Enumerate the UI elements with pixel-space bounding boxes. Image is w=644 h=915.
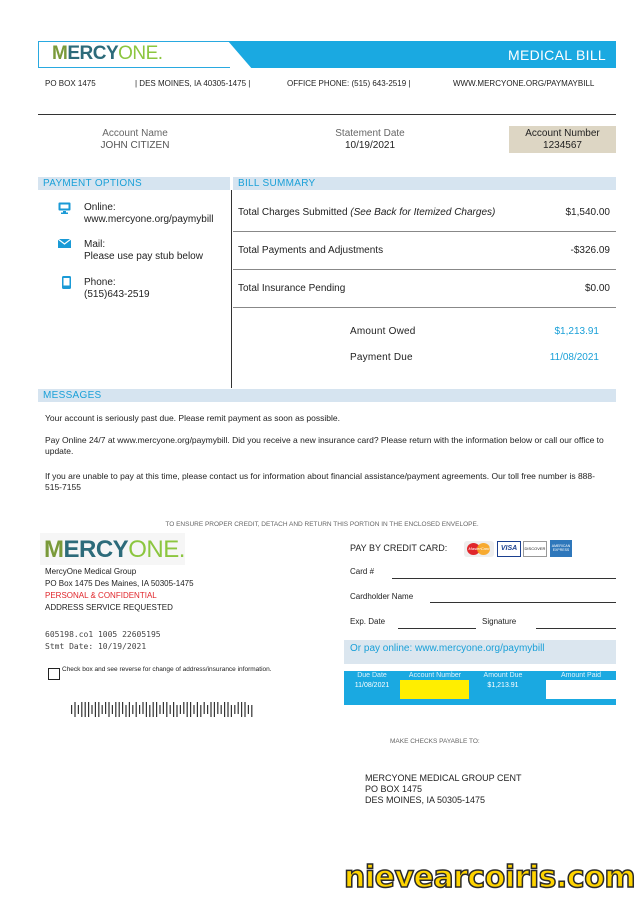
barcode-bar xyxy=(81,702,82,717)
checkbox-label: Check box and see reverse for change of address/insurance information. xyxy=(62,666,272,673)
barcode-bar xyxy=(190,702,191,717)
barcode-bar xyxy=(102,705,103,714)
mercyone-logo: MERCYONE. xyxy=(52,43,163,64)
cardholder-label: Cardholder Name xyxy=(350,592,414,601)
barcode-bar xyxy=(71,705,72,714)
cardholder-field[interactable] xyxy=(430,602,616,603)
amount-paid-header: Amount Paid xyxy=(560,672,602,679)
exp-date-field[interactable] xyxy=(398,628,476,629)
address-service-label: ADDRESS SERVICE REQUESTED xyxy=(45,603,173,612)
barcode-bar xyxy=(207,705,208,714)
barcode-bar xyxy=(108,702,109,717)
payee-city: DES MOINES, IA 50305-1475 xyxy=(365,795,486,805)
stub-org-name: MercyOne Medical Group xyxy=(45,567,137,576)
card-number-field[interactable] xyxy=(392,578,616,579)
payments-label: Total Payments and Adjustments xyxy=(238,245,384,256)
visa-logo: VISA xyxy=(497,541,521,557)
barcode-bar xyxy=(176,705,177,717)
statement-date-value: 10/19/2021 xyxy=(344,140,396,151)
detach-note: TO ENSURE PROPER CREDIT, DETACH AND RETURN THIS PORTION IN THE ENCLOSED ENVELOPE. xyxy=(165,521,479,528)
address-po-box: PO BOX 1475 xyxy=(45,79,96,88)
insurance-value: $0.00 xyxy=(584,283,610,294)
column-divider xyxy=(231,190,232,388)
barcode-bar xyxy=(170,705,171,714)
barcode-bar xyxy=(132,705,133,714)
stub-org-address: PO Box 1475 Des Maines, IA 50305-1475 xyxy=(45,579,194,588)
barcode-bar xyxy=(227,702,228,717)
barcode-bar xyxy=(193,705,194,714)
mastercard-logo: MasterCard xyxy=(464,541,494,557)
barcode-bar xyxy=(200,705,201,717)
bill-summary-heading: BILL SUMMARY xyxy=(233,177,616,190)
card-number-label: Card # xyxy=(350,567,375,576)
account-number-header: Account Number xyxy=(408,672,462,679)
barcode-bar xyxy=(187,702,188,717)
barcode-bar xyxy=(159,705,160,714)
barcode-bar xyxy=(234,705,235,714)
message-past-due: Your account is seriously past due. Please remit payment as soon as possible. xyxy=(45,413,340,423)
barcode-bar xyxy=(197,702,198,717)
barcode-bar xyxy=(91,705,92,714)
amount-owed-value: $1,213.91 xyxy=(554,326,599,337)
account-name-label: Account Name xyxy=(102,128,168,139)
charges-note: (See Back for Itemized Charges) xyxy=(350,207,496,218)
pay-by-card-label: PAY BY CREDIT CARD: xyxy=(350,543,448,553)
barcode-bar xyxy=(85,702,86,717)
charges-label: Total Charges Submitted xyxy=(238,207,351,218)
amount-paid-field[interactable] xyxy=(546,680,616,699)
barcode-bar xyxy=(244,702,245,717)
barcode-bar xyxy=(88,702,89,717)
barcode-bar xyxy=(251,705,252,717)
barcode-bar xyxy=(217,702,218,714)
signature-label: Signature xyxy=(482,617,517,626)
exp-date-label: Exp. Date xyxy=(350,617,386,626)
phone-number: (515)643-2519 xyxy=(84,289,150,300)
amount-due-header: Amount Due xyxy=(483,672,523,679)
payment-options-heading: PAYMENT OPTIONS xyxy=(38,177,230,190)
barcode-bar xyxy=(231,705,232,717)
barcode-bar xyxy=(224,702,225,717)
divider xyxy=(38,114,616,115)
barcode-bar xyxy=(183,702,184,714)
barcode-bar xyxy=(142,702,143,714)
account-number-highlight xyxy=(400,680,469,699)
phone-label: Phone: xyxy=(84,277,116,288)
confidential-label: PERSONAL & CONFIDENTIAL xyxy=(45,591,157,600)
payee-name: MERCYONE MEDICAL GROUP CENT xyxy=(365,773,522,783)
online-url[interactable]: www.mercyone.org/paymybill xyxy=(84,214,214,225)
account-number-label: Account Number xyxy=(525,128,600,139)
office-phone: OFFICE PHONE: (515) 643-2519 | xyxy=(287,79,411,88)
address-city: | DES MOINES, IA 40305-1475 | xyxy=(135,79,251,88)
account-name-value: JOHN CITIZEN xyxy=(100,140,170,151)
barcode-bar xyxy=(95,702,96,717)
summary-row-charges xyxy=(233,194,616,232)
summary-row-payments xyxy=(233,232,616,270)
payee-po-box: PO BOX 1475 xyxy=(365,784,423,794)
online-label: Online: xyxy=(84,202,116,213)
barcode-bar xyxy=(78,705,79,714)
barcode-bar xyxy=(248,705,249,714)
insurance-label: Total Insurance Pending xyxy=(238,283,346,294)
barcode-bar xyxy=(210,702,211,717)
discover-logo: DISCOVER xyxy=(523,541,547,557)
barcode-bar xyxy=(214,702,215,717)
amount-due-value: $1,213.91 xyxy=(487,682,519,689)
postal-barcode xyxy=(70,702,256,717)
barcode-bar xyxy=(166,702,167,717)
due-date-header: Due Date xyxy=(357,672,387,679)
summary-row-insurance xyxy=(233,270,616,308)
pay-online-link[interactable]: Or pay online: www.mercyone.org/paymybill xyxy=(350,643,545,654)
barcode-bar xyxy=(238,702,239,714)
barcode-bar xyxy=(136,702,137,717)
stub-statement-date: Stmt Date: 10/19/2021 xyxy=(45,642,147,651)
barcode-bar xyxy=(122,702,123,714)
barcode-bar xyxy=(221,705,222,714)
barcode-bar xyxy=(204,702,205,714)
signature-field[interactable] xyxy=(536,628,616,629)
account-number-value: 1234567 xyxy=(543,140,582,151)
watermark-text: nievearcoiris.com xyxy=(344,860,636,895)
message-pay-online: Pay Online 24/7 at www.mercyone.org/paymybill. Did you receive a new insurance card? Please return with the information below or call our office to update. xyxy=(45,435,604,456)
messages-heading: MESSAGES xyxy=(38,389,616,402)
barcode-bar xyxy=(180,705,181,714)
payment-due-value: 11/08/2021 xyxy=(549,352,599,363)
amount-owed-label: Amount Owed xyxy=(350,326,416,337)
amex-logo: AMERICAN EXPRESS xyxy=(550,540,572,557)
monitor-icon xyxy=(58,202,71,214)
document-title: MEDICAL BILL xyxy=(507,47,606,63)
address-change-checkbox[interactable] xyxy=(48,668,60,680)
statement-date-label: Statement Date xyxy=(335,128,405,139)
payment-due-label: Payment Due xyxy=(350,352,413,363)
barcode-bar xyxy=(112,705,113,714)
barcode-bar xyxy=(105,702,106,714)
barcode-bar xyxy=(146,702,147,717)
barcode-bar xyxy=(153,702,154,717)
charges-value: $1,540.00 xyxy=(565,207,610,218)
mail-instructions: Please use pay stub below xyxy=(84,251,203,262)
barcode-bar xyxy=(98,702,99,717)
barcode-bar xyxy=(119,702,120,717)
barcode-bar xyxy=(173,702,174,717)
barcode-bar xyxy=(74,702,75,717)
barcode-bar xyxy=(125,705,126,717)
mail-label: Mail: xyxy=(84,239,106,250)
website-link[interactable]: WWW.MERCYONE.ORG/PAYMAYBILL xyxy=(453,79,595,88)
barcode-bar xyxy=(129,702,130,717)
barcode-bar xyxy=(241,702,242,717)
barcode-bar xyxy=(139,705,140,714)
barcode-bar xyxy=(156,702,157,717)
payments-value: -$326.09 xyxy=(570,245,610,256)
due-date-value: 11/08/2021 xyxy=(354,682,390,689)
envelope-icon xyxy=(58,239,71,248)
stub-code-line: 605198.co1 1005 22605195 xyxy=(45,630,161,639)
barcode-bar xyxy=(149,705,150,717)
checks-payable-label: MAKE CHECKS PAYABLE TO: xyxy=(390,738,480,745)
stub-mercyone-logo: MERCYONE. xyxy=(44,536,185,563)
phone-icon xyxy=(62,276,71,289)
message-assistance: If you are unable to pay at this time, please contact us for information about financial assistance/payment agreements. Our toll free number is 888-515-7155 xyxy=(45,471,595,492)
barcode-bar xyxy=(163,702,164,714)
barcode-bar xyxy=(115,702,116,717)
